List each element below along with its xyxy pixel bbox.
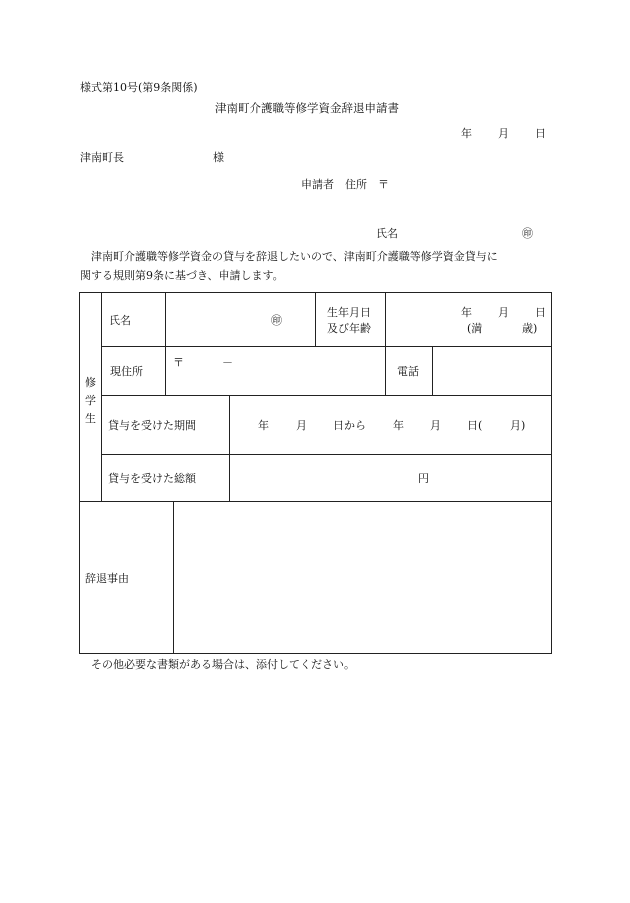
yen-unit: 円 <box>418 472 429 485</box>
birth-label-line-2: 及び年齢 <box>327 322 371 335</box>
student-label: 修 学 生 <box>85 376 96 425</box>
date-month-label: 月 <box>498 127 509 140</box>
student-seal-mark: ㊞ <box>271 314 282 327</box>
addressee-honorific: 様 <box>213 151 224 164</box>
phone-label: 電話 <box>397 365 419 378</box>
birth-label-line-1: 生年月日 <box>327 306 371 319</box>
loan-period-label: 貸与を受けた期間 <box>108 419 196 432</box>
intro-line-2: 関する規則第9条に基づき、申請します。 <box>80 269 284 282</box>
period-to-month: 月 <box>430 419 441 432</box>
period-to-day: 日( <box>467 419 483 432</box>
address-label: 現住所 <box>110 365 143 378</box>
age-open-label: (満 <box>467 322 483 335</box>
birth-year-label: 年 <box>461 306 472 319</box>
period-to-year: 年 <box>393 419 404 432</box>
postal-mark: 〒 <box>173 356 184 369</box>
period-from-year: 年 <box>258 419 269 432</box>
form-number: 様式第10号(第9条関係) <box>80 81 198 94</box>
birth-day-label: 日 <box>535 306 546 319</box>
date-day-label: 日 <box>535 127 546 140</box>
applicant-seal-mark: ㊞ <box>522 227 533 240</box>
withdrawal-reason-label: 辞退事由 <box>85 572 129 585</box>
postal-dash: － <box>222 356 233 369</box>
period-from-month: 月 <box>296 419 307 432</box>
intro-paragraph <box>80 247 552 285</box>
footer-note: その他必要な書類がある場合は、添付してください。 <box>91 658 355 671</box>
period-months: 月) <box>510 419 526 432</box>
addressee: 津南町長 <box>80 151 124 164</box>
form-title: 津南町介護職等修学資金辞退申請書 <box>215 101 399 115</box>
birth-month-label: 月 <box>498 306 509 319</box>
age-close-label: 歳) <box>522 322 538 335</box>
period-from-day: 日から <box>333 419 366 432</box>
student-name-label: 氏名 <box>109 314 131 327</box>
applicant-name-label: 氏名 <box>376 227 398 240</box>
date-year-label: 年 <box>461 127 472 140</box>
loan-total-label: 貸与を受けた総額 <box>108 472 196 485</box>
applicant-address-label: 申請者 住所 〒 <box>301 178 389 191</box>
intro-line-1: 津南町介護職等修学資金の貸与を辞退したいので、津南町介護職等修学資金貸与に <box>91 250 498 263</box>
